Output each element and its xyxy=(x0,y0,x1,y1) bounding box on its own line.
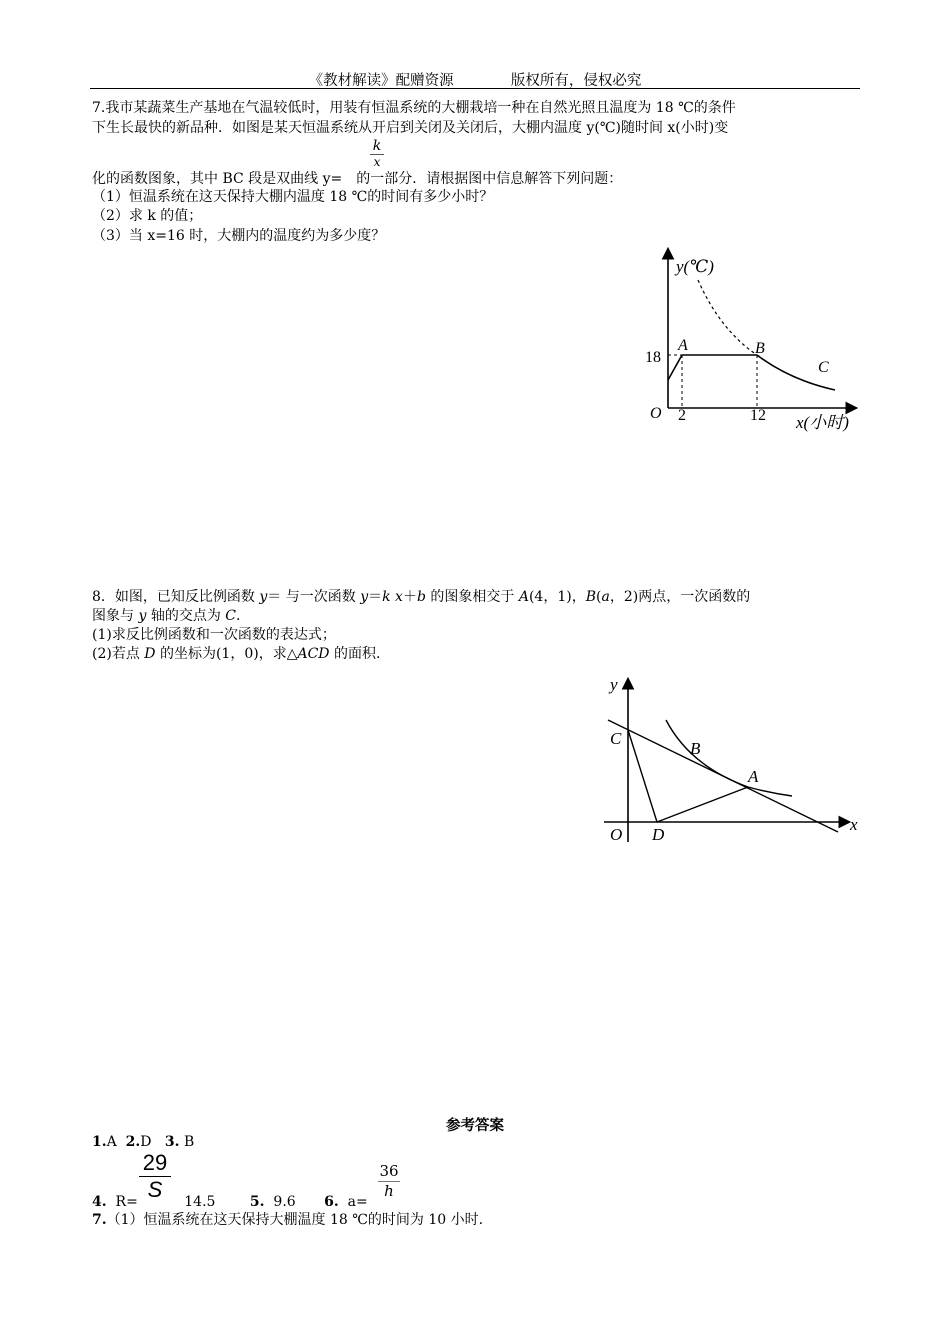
q8-text: ( xyxy=(596,589,602,605)
q8-text: ＝ xyxy=(368,589,383,605)
q7-origin: O xyxy=(650,405,662,422)
answer-num: 2. xyxy=(125,1134,141,1150)
q8-graph xyxy=(600,672,870,852)
q7-answer: （1）恒温系统在这天保持大棚温度 18 ℃的时间为 10 小时. xyxy=(106,1212,484,1228)
answer-val: A xyxy=(106,1134,117,1150)
answer-num: 1. xyxy=(92,1134,107,1150)
page-header xyxy=(0,69,950,90)
q7-x-tick-2: 2 xyxy=(678,407,686,424)
q8-text: 8．如图，已知反比例函数 xyxy=(92,589,260,605)
q6-frac-den: h xyxy=(384,1182,394,1200)
q8-var: A xyxy=(518,589,529,605)
q8-text: . xyxy=(236,608,241,624)
q8-text: 的坐标为(1，0)，求△ xyxy=(155,646,298,662)
q8-y-label: y xyxy=(610,675,618,694)
q8-point-c: C xyxy=(610,729,622,748)
q4-frac-den: S xyxy=(147,1177,163,1202)
q7-point-b: B xyxy=(755,340,765,357)
header-right: 版权所有，侵权必究 xyxy=(510,73,642,89)
header-left: 《教材解读》配赠资源 xyxy=(308,73,454,89)
q7-x-label: x(小时) xyxy=(796,413,849,432)
q8-segment-cd xyxy=(628,730,657,822)
q8-text: 轴的交点为 xyxy=(146,608,226,624)
q8-var: D xyxy=(144,646,156,662)
q8-text: (2)若点 xyxy=(92,646,145,662)
q8-var: ACD xyxy=(297,646,330,662)
q4-lhs: R= xyxy=(115,1194,138,1210)
q8-segment-da xyxy=(657,787,748,822)
answer-num: 3. xyxy=(164,1134,180,1150)
answer-val: D xyxy=(140,1134,152,1150)
q7-y-tick-18: 18 xyxy=(645,349,661,366)
q6-frac-num: 36 xyxy=(379,1162,399,1180)
q7-frac-num: k xyxy=(370,138,384,155)
answers-row3 xyxy=(92,1211,483,1229)
q8-var: b xyxy=(416,589,426,605)
q7-line3 xyxy=(92,170,622,188)
q4-extra: 14.5 xyxy=(184,1194,216,1210)
q7-sub2: （2）求 k 的值； xyxy=(92,208,203,224)
q8-text: 的图象相交于 xyxy=(425,589,519,605)
q8-text: ＋ xyxy=(402,589,417,605)
q8-var: a xyxy=(601,589,610,605)
q4-frac-num: 29 xyxy=(139,1150,171,1177)
q7-point-a: A xyxy=(678,337,688,354)
q8-text: ，2)两点，一次函数的 xyxy=(609,589,751,605)
q8-point-b: B xyxy=(690,739,701,758)
q8-text: (4，1)， xyxy=(528,589,586,605)
q8-point-a: A xyxy=(748,767,759,786)
answer-num: 7. xyxy=(92,1212,107,1228)
q8-var: y xyxy=(138,608,147,624)
answer-num: 4. xyxy=(92,1194,107,1210)
q7-frac-den: x xyxy=(373,155,381,169)
answer-num: 6. xyxy=(324,1194,339,1210)
q6-lhs: a= xyxy=(347,1194,368,1210)
q7-line2: 下生长最快的新品种．如图是某天恒温系统从开启到关闭及关闭后，大棚内温度 y(℃)随时间 x(小时)变 xyxy=(92,120,729,136)
q8-sub1: (1)求反比例函数和一次函数的表达式； xyxy=(92,627,336,643)
q6-fraction xyxy=(378,1162,400,1201)
q7-sub3: （3）当 x=16 时，大棚内的温度约为多少度？ xyxy=(92,228,386,244)
q7-point-c: C xyxy=(818,359,829,376)
q7-curve-dashed xyxy=(698,280,757,355)
q7-x-tick-12: 12 xyxy=(750,407,766,424)
q8-text: 图象与 xyxy=(92,608,139,624)
q8-point-d: D xyxy=(652,825,665,844)
q8-var: k xyxy=(382,589,391,605)
q7-line3a: 化的函数图象，其中 BC 段是双曲线 y= xyxy=(92,171,343,187)
q7-y-label: y(℃) xyxy=(676,257,714,276)
q8-var: B xyxy=(585,589,596,605)
q7-graph xyxy=(640,240,870,440)
answer-val: B xyxy=(183,1134,195,1150)
answers-title: 参考答案 xyxy=(446,1117,504,1134)
q8-var: y xyxy=(360,589,369,605)
q8-x-label: x xyxy=(850,815,858,834)
answers-row2 xyxy=(92,1193,368,1211)
q7-sub1: （1）恒温系统在这天保持大棚内温度 18 ℃的时间有多少小时？ xyxy=(92,189,494,205)
q8-line2 xyxy=(92,607,240,625)
q7-line1: 7.我市某蔬菜生产基地在气温较低时，用装有恒温系统的大棚栽培一种在自然光照且温度为 18 ℃的条件 xyxy=(92,100,736,116)
q7-fraction xyxy=(370,138,384,169)
q8-sub2 xyxy=(92,645,380,663)
q7-line3b: 的一部分．请根据图中信息解答下列问题： xyxy=(356,171,623,187)
q7-segment-oa xyxy=(668,355,682,380)
q8-var: x xyxy=(390,589,403,605)
q8-var: C xyxy=(225,608,236,624)
q8-text: ＝ 与一次函数 xyxy=(267,589,361,605)
q8-origin: O xyxy=(610,825,623,844)
answers-row1 xyxy=(92,1133,194,1151)
answer-num: 5. xyxy=(249,1194,265,1210)
header-rule xyxy=(90,88,860,89)
q8-line1 xyxy=(92,588,750,606)
q5-val: 9.6 xyxy=(273,1194,296,1210)
q8-var: y xyxy=(259,589,268,605)
q8-text: 的面积. xyxy=(329,646,381,662)
